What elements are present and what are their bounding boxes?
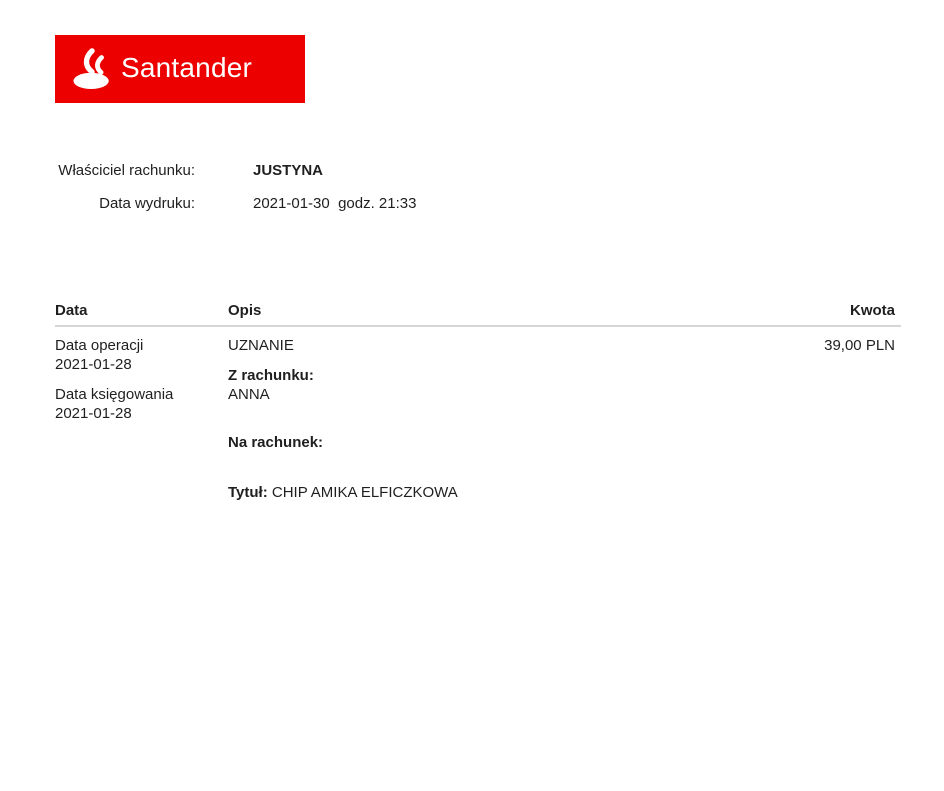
santander-wordmark: Santander (121, 52, 253, 83)
transaction-type: UZNANIE (228, 337, 294, 354)
owner-label: Właściciel rachunku: (58, 162, 195, 179)
operation-date-group (55, 336, 228, 374)
transactions-table (55, 302, 901, 502)
operation-date-value: 2021-01-28 (55, 356, 132, 373)
booking-date-value: 2021-01-28 (55, 405, 132, 422)
santander-flame-icon (72, 47, 114, 91)
title-value: CHIP AMIKA ELFICZKOWA (271, 484, 458, 501)
column-header-data: Data (55, 302, 88, 319)
transaction-description-cell (228, 336, 824, 502)
operation-date-label: Data operacji (55, 337, 144, 354)
booking-date-group (55, 385, 228, 423)
table-header-row (55, 302, 901, 327)
transaction-amount: 39,00 PLN (824, 337, 895, 354)
print-date-value: 2021-01-30 godz. 21:33 (253, 195, 417, 212)
table-row (55, 327, 901, 502)
column-header-opis: Opis (228, 302, 262, 319)
from-account-label: Z rachunku: (228, 367, 314, 384)
from-account-value: ANNA (228, 386, 270, 403)
column-header-kwota: Kwota (850, 302, 895, 319)
title-label: Tytuł: (228, 484, 268, 501)
booking-date-label: Data księgowania (55, 386, 174, 403)
transaction-dates-cell (55, 336, 228, 502)
document-meta (55, 162, 416, 213)
transaction-title-line (228, 483, 824, 502)
transaction-amount-cell (824, 336, 901, 502)
print-date-label: Data wydruku: (99, 195, 195, 212)
to-account-label: Na rachunek: (228, 434, 324, 451)
owner-value: JUSTYNA (253, 162, 324, 179)
santander-logo (55, 35, 305, 103)
